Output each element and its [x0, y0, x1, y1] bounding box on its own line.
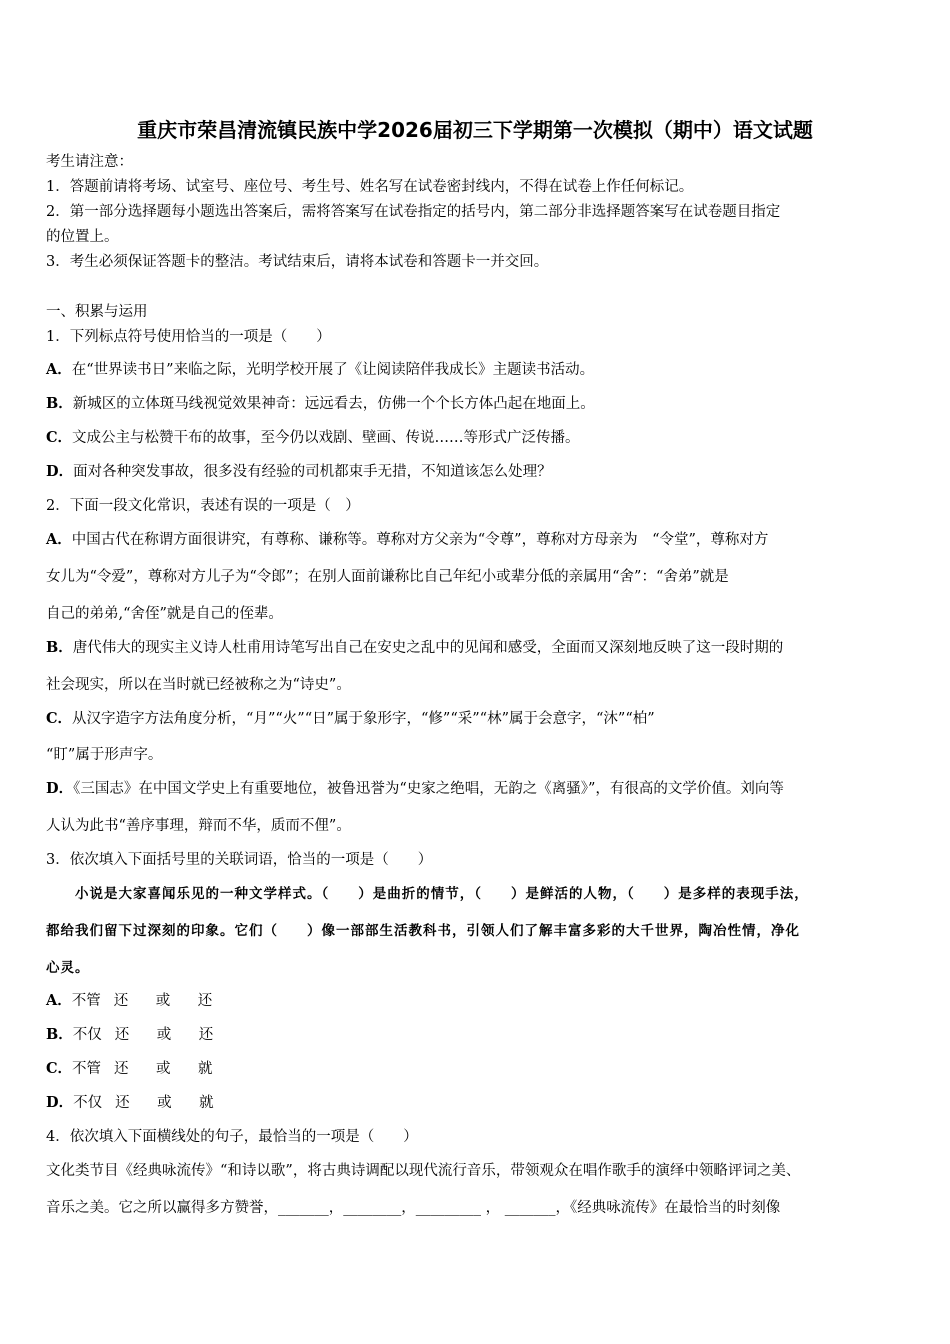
q2-option-d-line-2: 人认为此书“善序事理，辩而不华，质而不俚”。: [46, 818, 351, 834]
option-label: B．: [46, 639, 73, 656]
q2-option-a-line-3: 自己的弟弟,“舍侄”就是自己的侄辈。: [46, 606, 283, 622]
option-word: 还: [115, 1095, 130, 1111]
option-word: 不仅: [73, 1095, 103, 1111]
q2-option-b-line-1: [46, 638, 783, 658]
option-word: 还: [114, 1061, 129, 1077]
notice-item-1: 1．答题前请将考场、试室号、座位号、考生号、姓名写在试卷密封线内，不得在试卷上作任何标记。: [46, 179, 694, 195]
q3-option-c: [46, 1059, 240, 1079]
q2-option-b-line-2: 社会现实，所以在当时就已经被称之为“诗史”。: [46, 677, 351, 693]
q4-passage-line-2: 音乐之美。它之所以赢得多方赞誉，_______，________，_________ ， _______，《经典咏流传》在最恰当的时刻像: [46, 1200, 781, 1216]
option-label: D．: [46, 1094, 74, 1111]
q3-option-a: [46, 991, 240, 1011]
option-text: 在“世界读书日”来临之际，光明学校开展了《让阅读陪伴我成长》主题读书活动。: [71, 362, 595, 378]
q2-stem: 2．下面一段文化常识，表述有误的一项是（ ）: [46, 498, 360, 514]
q3-passage-line-1: 小说是大家喜闻乐见的一种文学样式。（ ）是曲折的情节，（ ）是鲜活的人物，（ ）是多样的表现手法，: [46, 886, 809, 902]
q3-passage-line-2: 都给我们留下过深刻的印象。它们（ ）像一部部生活教科书，引领人们了解丰富多彩的大千世界，陶冶性情，净化: [46, 923, 800, 939]
option-text: 唐代伟大的现实主义诗人杜甫用诗笔写出自己在安史之乱中的见闻和感受，全面而又深刻地反映了这一段时期的: [72, 640, 784, 656]
q1-option-a: [46, 360, 594, 380]
option-label: A．: [46, 992, 72, 1009]
q2-option-a-line-1: [46, 530, 768, 550]
q1-stem: 1．下列标点符号使用恰当的一项是（ ）: [46, 329, 331, 345]
option-word: 不仅: [72, 1027, 102, 1043]
notice-item-2: 2．第一部分选择题每小题选出答案后，需将答案写在试卷指定的括号内，第二部分非选择题答案写在试卷题目指定: [46, 204, 781, 220]
q2-option-c-line-2: “盯”属于形声字。: [46, 747, 163, 763]
option-text: 中国古代在称谓方面很讲究，有尊称、谦称等。尊称对方父亲为“令尊”，尊称对方母亲为 “令堂”，尊称对方: [71, 532, 769, 548]
exam-title: 重庆市荣昌清流镇民族中学2026届初三下学期第一次模拟（期中）语文试题: [137, 118, 813, 142]
q3-option-d: [46, 1093, 241, 1113]
option-word: 或: [157, 1095, 172, 1111]
q3-stem: 3．依次填入下面括号里的关联词语，恰当的一项是（ ）: [46, 852, 433, 868]
q1-option-b: [46, 394, 595, 414]
q2-option-a-line-2: 女儿为“令爱”，尊称对方儿子为“令郎”；在别人面前谦称比自己年纪小或辈分低的亲属用“舍”：“舍弟”就是: [46, 569, 729, 585]
q4-stem: 4．依次填入下面横线处的句子，最恰当的一项是（ ）: [46, 1129, 418, 1145]
option-word: 还: [113, 993, 129, 1009]
option-label: C．: [46, 429, 73, 446]
option-text: 文成公主与松赞干布的故事，至今仍以戏剧、壁画、传说……等形式广泛传播。: [72, 430, 580, 446]
option-label: B．: [46, 1026, 73, 1043]
q4-passage-line-1: 文化类节目《经典咏流传》“和诗以歌”，将古典诗调配以现代流行音乐，带领观众在唱作歌手的演绎中领略评词之美、: [46, 1163, 801, 1179]
option-text: 面对各种突发事故，很多没有经验的司机都束手无措，不知道该怎么处理？: [73, 464, 552, 480]
notice-item-3: 3．考生必须保证答题卡的整洁。考试结束后，请将本试卷和答题卡一并交回。: [46, 254, 549, 270]
option-word: 就: [199, 1095, 214, 1111]
option-label: A．: [46, 531, 72, 548]
option-label: C．: [46, 1060, 73, 1077]
option-label: D．: [46, 463, 74, 480]
q3-passage-line-3: 心灵。: [46, 960, 90, 976]
option-label: C．: [46, 710, 73, 727]
notice-item-2-cont: 的位置上。: [46, 229, 119, 245]
option-word: 或: [155, 993, 171, 1009]
option-text: 新城区的立体斑马线视觉效果神奇：远远看去，仿佛一个个长方体凸起在地面上。: [72, 396, 595, 412]
option-word: 还: [197, 993, 213, 1009]
option-word: 或: [156, 1061, 171, 1077]
q2-option-d-line-1: [46, 779, 784, 799]
q1-option-d: [46, 462, 552, 482]
option-word: 就: [198, 1061, 213, 1077]
q3-option-b: [46, 1025, 241, 1045]
option-word: 不管: [72, 1061, 102, 1077]
option-word: 不管: [71, 993, 101, 1009]
option-text: 《三国志》在中国文学史上有重要地位，被鲁迅誉为“史家之绝唱，无韵之《离骚》”，有很高的文学价值。刘向等: [73, 781, 784, 797]
option-word: 还: [198, 1027, 214, 1043]
notice-heading: 考生请注意：: [46, 154, 133, 170]
section-heading: 一、积累与运用: [46, 304, 148, 320]
option-word: 还: [114, 1027, 130, 1043]
q1-option-c: [46, 428, 580, 448]
option-text: 从汉字造字方法角度分析，“月”“火”“日”属于象形字，“修”“采”“林”属于会意字，“沐”“柏”: [72, 711, 655, 727]
option-word: 或: [156, 1027, 172, 1043]
option-label: B．: [46, 395, 73, 412]
option-label: D．: [46, 780, 74, 797]
option-label: A．: [46, 361, 72, 378]
q2-option-c-line-1: [46, 709, 655, 729]
